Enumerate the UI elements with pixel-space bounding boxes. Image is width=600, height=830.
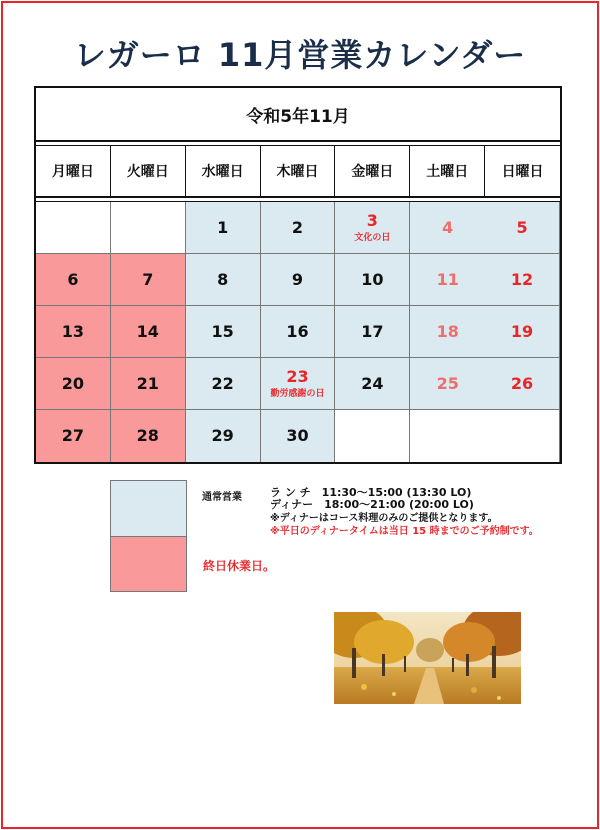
day-number: 6 [67, 269, 79, 289]
day-number: 15 [211, 321, 234, 341]
day-number: 13 [61, 321, 85, 341]
day-cell [111, 358, 186, 410]
empty-cell [111, 202, 186, 254]
day-cell [335, 254, 410, 306]
empty-cell [36, 202, 111, 254]
day-number: 9 [291, 269, 304, 289]
page-title: レガーロ 11月営業カレンダー [73, 36, 527, 74]
day-cell [186, 358, 261, 410]
day-number: 20 [61, 373, 85, 393]
day-cell [111, 410, 186, 462]
day-cell [261, 306, 336, 358]
day-number: 10 [361, 269, 384, 289]
legend-closed-label: 終日休業日。 [203, 559, 276, 573]
day-cell [485, 306, 560, 358]
day-number: 5 [516, 217, 528, 237]
autumn-park-photo [334, 612, 521, 704]
day-cell [410, 358, 485, 410]
day-number: 24 [361, 373, 384, 393]
weekday-header: 火曜日 [111, 146, 186, 198]
lunch-hours: ラ ン チ 11:30～15:00 (13:30 LO) [270, 486, 472, 499]
dinner-course-note: ※ディナーはコース料理のみのご提供となります。 [270, 513, 498, 524]
day-number: 14 [136, 321, 159, 341]
day-number: 23 [286, 367, 309, 386]
day-cell [186, 254, 261, 306]
day-cell [36, 358, 111, 410]
day-cell [261, 254, 336, 306]
weekday-header: 月曜日 [36, 146, 111, 198]
day-number: 1 [217, 217, 229, 237]
day-number: 19 [510, 321, 534, 341]
calendar-table [34, 86, 562, 464]
day-number: 21 [136, 373, 159, 393]
day-cell [485, 358, 560, 410]
day-number: 4 [442, 217, 454, 237]
legend-closed-swatch [110, 537, 187, 592]
day-cell [36, 254, 111, 306]
day-number: 16 [286, 321, 309, 341]
day-number: 26 [510, 373, 534, 393]
day-cell [36, 410, 111, 462]
dinner-hours: ディナー 18:00～21:00 (20:00 LO) [270, 498, 474, 511]
day-cell [261, 410, 336, 462]
day-number: 27 [61, 426, 85, 445]
legend-open-swatch [110, 480, 187, 537]
day-cell [410, 254, 485, 306]
month-label: 令和5年11月 [36, 88, 560, 142]
legend-open-label: 通常営業 [202, 492, 242, 503]
holiday-label: 文化の日 [354, 233, 391, 243]
day-cell [111, 254, 186, 306]
calendar-grid [36, 146, 560, 462]
day-cell [36, 306, 111, 358]
day-cell [186, 306, 261, 358]
empty-cell [335, 410, 410, 462]
day-number: 29 [211, 426, 234, 445]
day-cell [261, 202, 336, 254]
day-number: 22 [211, 373, 234, 393]
day-cell [410, 202, 485, 254]
day-number: 3 [366, 211, 378, 230]
day-number: 11 [436, 269, 459, 289]
weekday-header: 木曜日 [261, 146, 336, 198]
day-cell [261, 358, 336, 410]
day-cell [335, 202, 410, 254]
empty-cell [410, 410, 485, 462]
weekday-header: 金曜日 [335, 146, 410, 198]
day-number: 8 [217, 269, 229, 289]
day-cell [186, 410, 261, 462]
day-number: 30 [286, 426, 309, 445]
day-cell [186, 202, 261, 254]
day-cell [335, 358, 410, 410]
day-number: 12 [510, 269, 534, 289]
day-number: 2 [291, 217, 304, 237]
day-cell [485, 202, 560, 254]
day-number: 17 [361, 321, 384, 341]
day-number: 7 [142, 269, 154, 289]
weekday-header: 日曜日 [485, 146, 560, 198]
day-cell [485, 254, 560, 306]
weekday-header: 土曜日 [410, 146, 485, 198]
empty-cell [485, 410, 560, 462]
day-number: 25 [436, 373, 459, 393]
day-number: 28 [136, 426, 159, 445]
weekday-header: 水曜日 [186, 146, 261, 198]
day-cell [111, 306, 186, 358]
holiday-label: 勤労感謝の日 [270, 389, 325, 399]
reservation-note: ※平日のディナータイムは当日 15 時までのご予約制です。 [270, 526, 539, 537]
day-number: 18 [436, 321, 459, 341]
day-cell [335, 306, 410, 358]
day-cell [410, 306, 485, 358]
